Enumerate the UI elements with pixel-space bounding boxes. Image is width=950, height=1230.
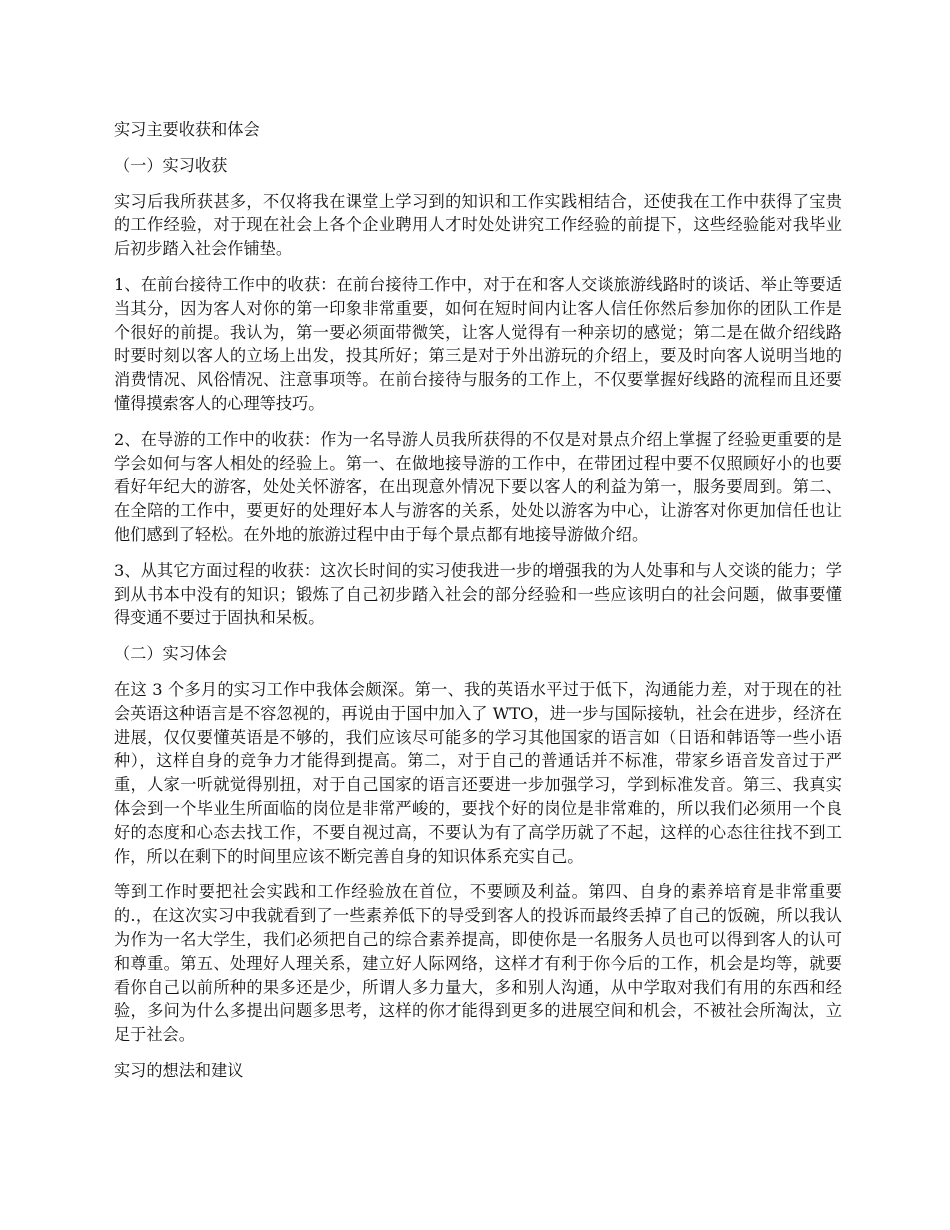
paragraph-intro: 实习后我所获甚多，不仅将我在课堂上学习到的知识和工作实践相结合，还使我在工作中获得了宝贵的工作经验，对于现在社会上各个企业聘用人才时处处讲究工作经验的前提下，这些经验能对我毕业后初步踏入社会作铺垫。 <box>114 191 842 259</box>
paragraph-other-gains: 3、从其它方面过程的收获：这次长时间的实习使我进一步的增强我的为人处事和与人交谈的能力；学到从书本中没有的知识；锻炼了自己初步踏入社会的部分经验和一些应该明白的社会问题，做事要懂得变通不要过于固执和呆板。 <box>114 560 842 628</box>
paragraph-experience-1: 在这 3 个多月的实习工作中我体会颇深。第一、我的英语水平过于低下，沟通能力差，对于现在的社会英语这种语言是不容忽视的，再说由于国中加入了 WTO，进一步与国际接轨，社会在进步，经济在进展，仅仅要懂英语是不够的，我们应该尽可能多的学习其他国家的语言如（日语和韩语等一些小语种），这样自身的竞争力才能得到提高。第二，对于自己的普通话并不标准，带家乡语音发音过于严重，人家一听就觉得别扭，对于自己国家的语言还要进一步加强学习，学到标准发音。第三、我真实体会到一个毕业生所面临的岗位是非常严峻的，要找个好的岗位是非常难的，所以我们必须用一个良好的态度和心态去找工作，不要自视过高，不要认为有了高学历就了不起，这样的心态往往找不到工作，所以在剩下的时间里应该不断完善自身的知识体系充实自己。 <box>114 679 842 866</box>
section-heading-harvest: （一）实习收获 <box>114 155 228 175</box>
paragraph-front-desk: 1、在前台接待工作中的收获：在前台接待工作中，对于在和客人交谈旅游线路时的谈话、举止等要适当其分，因为客人对你的第一印象非常重要，如何在短时间内让客人信任你然后参加你的团队工作是个很好的前提。我认为，第一要必须面带微笑，让客人觉得有一种亲切的感觉；第二是在做介绍线路时要时刻以客人的立场上出发，投其所好；第三是对于外出游玩的介绍上，要及时向客人说明当地的消费情况、风俗情况、注意事项等。在前台接待与服务的工作上，不仅要掌握好线路的流程而且还要懂得摸索客人的心理等技巧。 <box>114 274 842 413</box>
section-heading-experience: （二）实习体会 <box>114 644 228 664</box>
document-page <box>114 118 842 1095</box>
closing-heading: 实习的想法和建议 <box>114 1060 244 1080</box>
paragraph-tour-guide: 2、在导游的工作中的收获：作为一名导游人员我所获得的不仅是对景点介绍上掌握了经验更重要的是学会如何与客人相处的经验上。第一、在做地接导游的工作中，在带团过程中要不仅照顾好小的也要看好年纪大的游客，处处关怀游客，在出现意外情况下要以客人的利益为第一，服务要周到。第二、在全陪的工作中，要更好的处理好本人与游客的关系，处处以游客为中心，让游客对你更加信任也让他们感到了轻松。在外地的旅游过程中由于每个景点都有地接导游做介绍。 <box>114 429 842 544</box>
paragraph-experience-2: 等到工作时要把社会实践和工作经验放在首位，不要顾及利益。第四、自身的素养培育是非常重要的.，在这次实习中我就看到了一些素养低下的导受到客人的投诉而最终丢掉了自己的饭碗，所以我认为作为一名大学生，我们必须把自己的综合素养提高，即使你是一名服务人员也可以得到客人的认可和尊重。第五、处理好人理关系，建立好人际网络，这样才有利于你今后的工作，机会是均等，就要看你自己以前所种的果多还是少，所谓人多力量大，多和别人沟通，从中学取对我们有用的东西和经验，多问为什么多提出问题多思考，这样的你才能得到更多的进展空间和机会，不被社会所淘汰，立足于社会。 <box>114 882 842 1045</box>
document-title: 实习主要收获和体会 <box>114 120 260 139</box>
